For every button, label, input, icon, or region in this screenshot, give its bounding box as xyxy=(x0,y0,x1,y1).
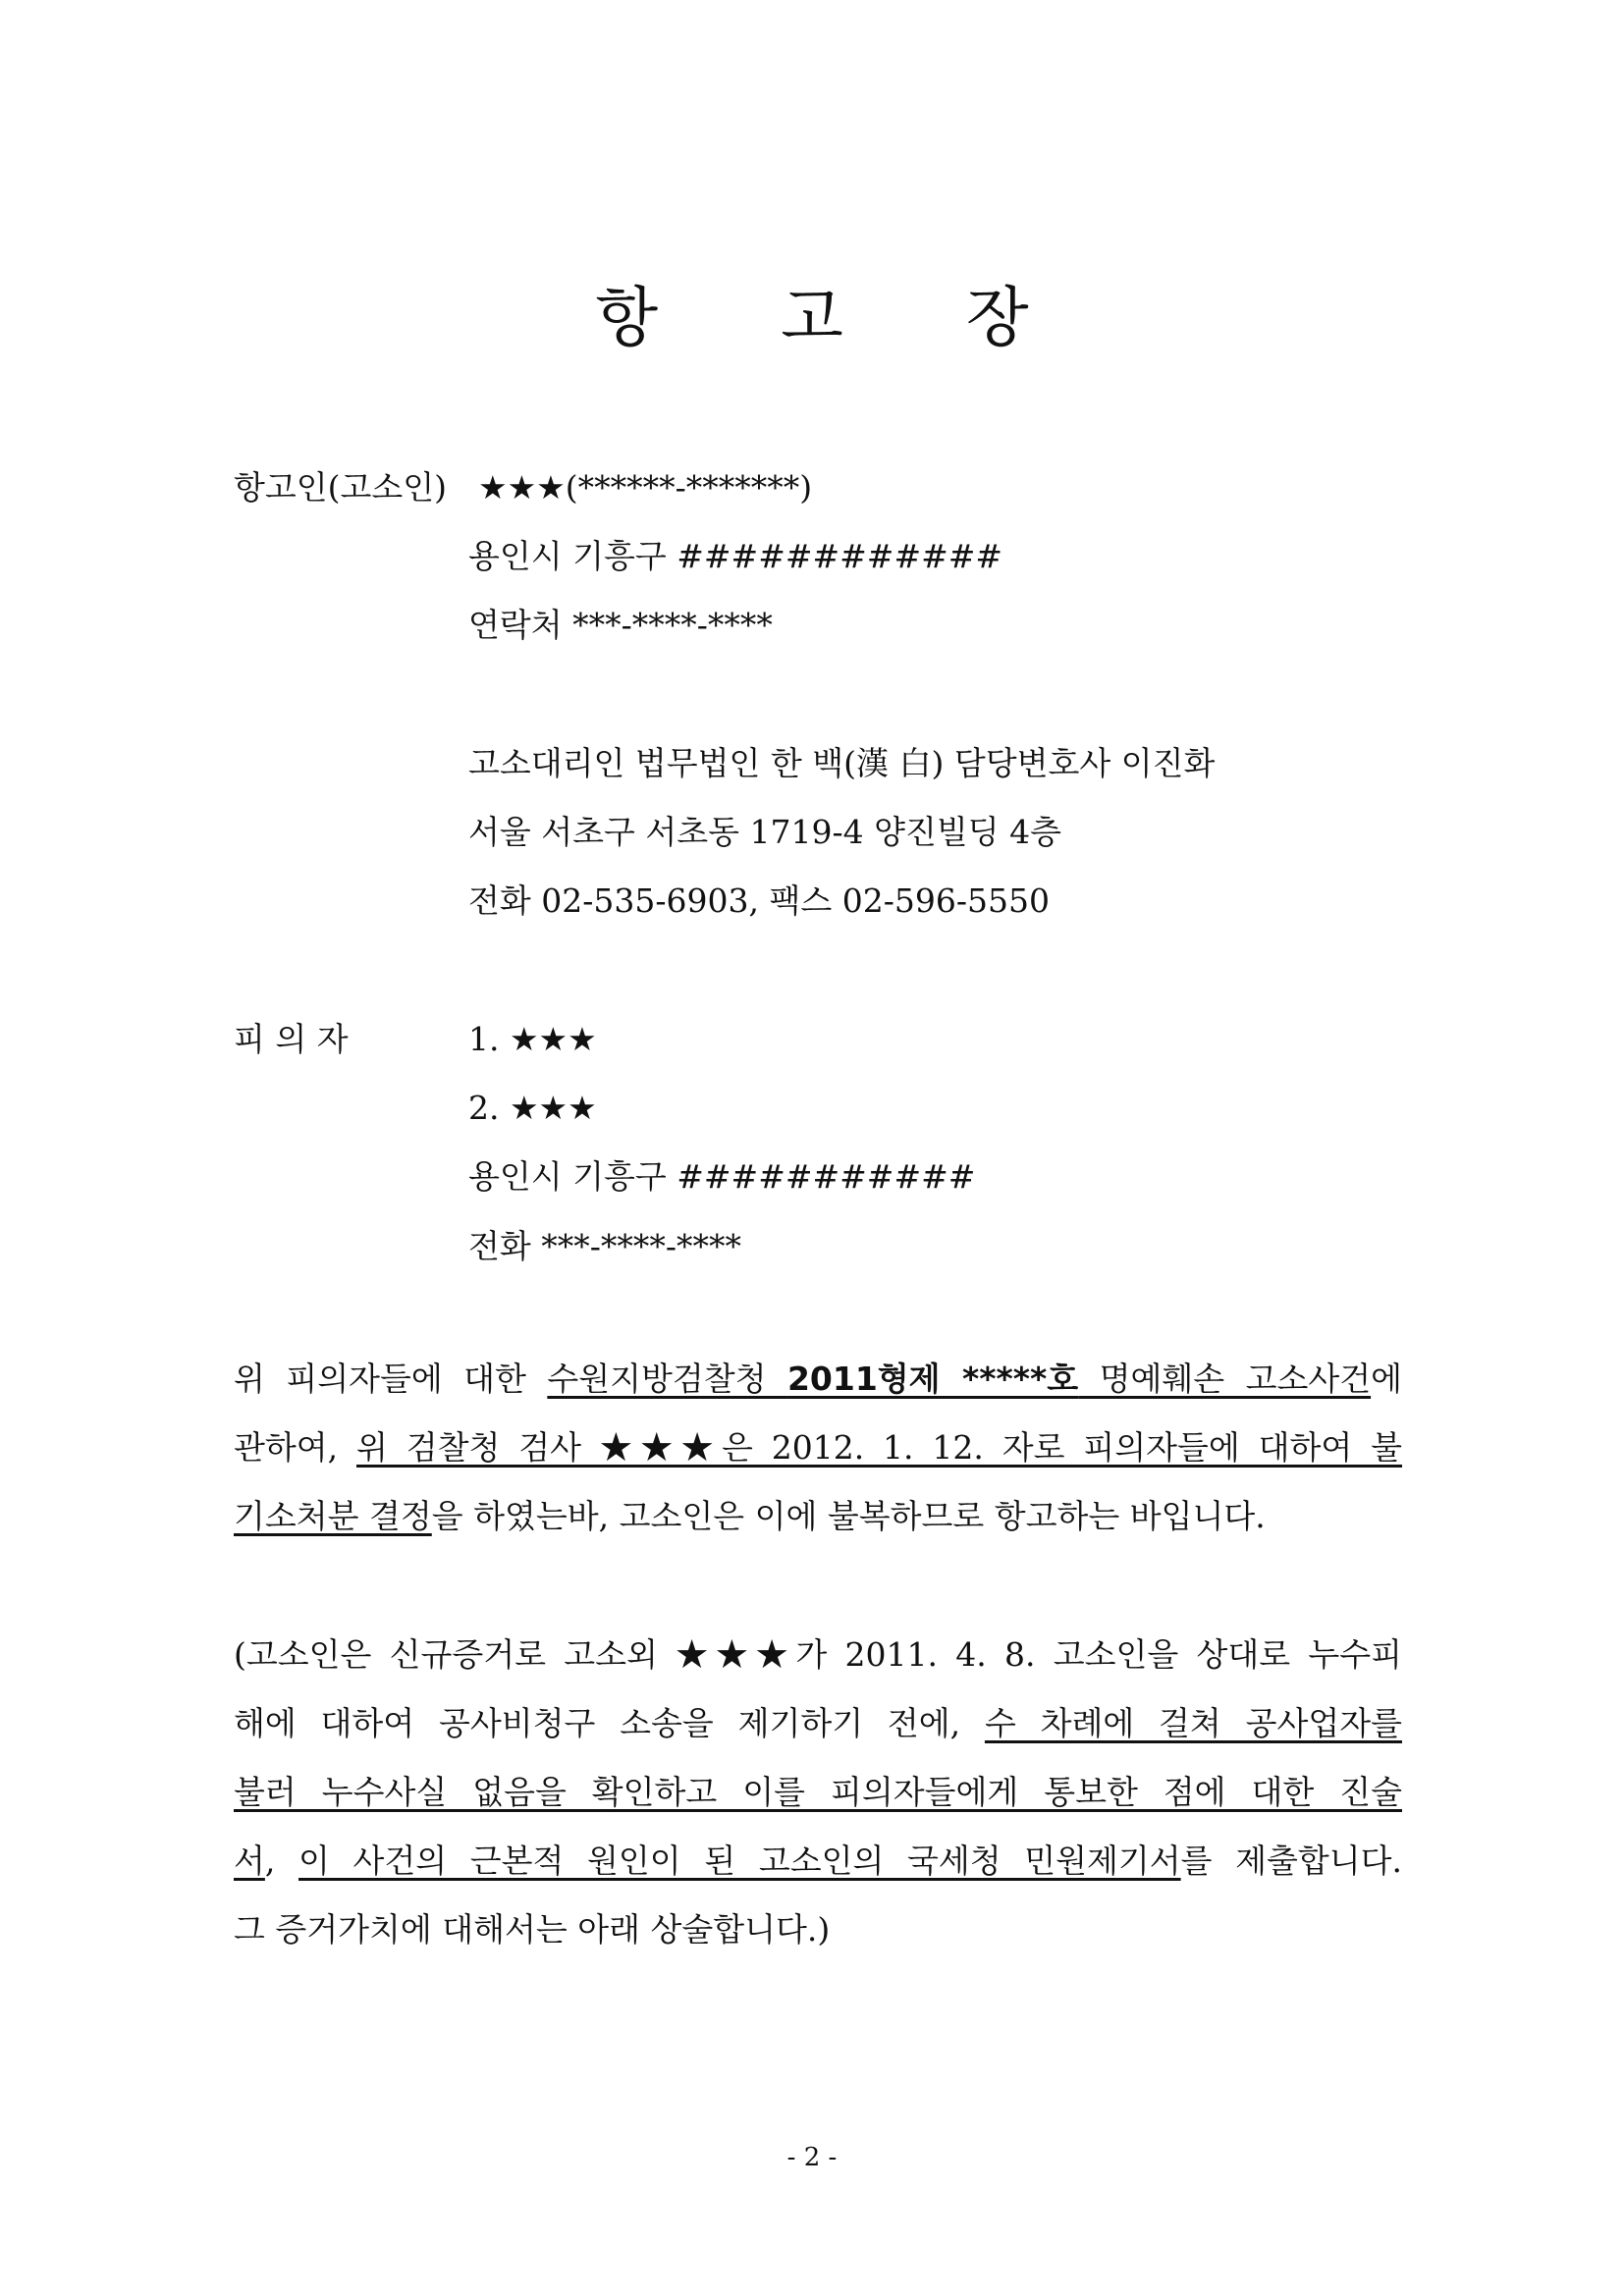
non-indictment-decision: 기소처분 결정 xyxy=(234,1497,432,1535)
paragraph-2-row: (고소인은 신규증거로 고소외 ★★★가 2011. 4. 8. 고소인을 상대로 누수피 xyxy=(234,1635,1402,1674)
suspects-phone: 전화 ***-****-**** xyxy=(468,1227,742,1265)
paragraph-1-row xyxy=(234,1495,1402,1538)
text-span: 해에 대하여 공사비청구 소송을 제기하기 전에, xyxy=(234,1704,985,1742)
appellant-address: 용인시 기흥구 ############ xyxy=(468,537,1003,575)
page-number: - 2 - xyxy=(786,2143,838,2172)
evidence-1: 수 차례에 걸쳐 공사업자를 xyxy=(984,1704,1402,1742)
paragraph-1-row xyxy=(234,1358,1402,1401)
case-name: 명예훼손 고소사건 xyxy=(1078,1360,1372,1398)
paragraph-1-row xyxy=(234,1426,1402,1469)
agent-line-1: 고소대리인 법무법인 한 백(漢 白) 담당변호사 이진화 xyxy=(468,744,1216,782)
paragraph-2-row xyxy=(234,1840,1402,1883)
document-title: 항 고 장 xyxy=(595,280,1080,355)
suspect-item-1: 1. ★★★ xyxy=(468,1020,597,1058)
agent-line-2: 서울 서초구 서초동 1719-4 양진빌딩 4층 xyxy=(468,813,1061,851)
case-number: 2011형제 *****호 xyxy=(786,1360,1079,1398)
text-span: 을 하였는바, 고소인은 이에 불복하므로 항고하는 바입니다. xyxy=(431,1497,1266,1535)
text-span: 를 제출합니다. xyxy=(1180,1842,1403,1880)
evidence-1-end: 서 xyxy=(234,1842,265,1880)
appellant-label: 항고인(고소인) xyxy=(234,468,448,507)
text-span: , xyxy=(264,1842,299,1880)
agent-line-3: 전화 02-535-6903, 팩스 02-596-5550 xyxy=(468,881,1050,920)
appellant-contact: 연락처 ***-****-**** xyxy=(468,606,773,644)
text-span: 관하여, xyxy=(234,1428,356,1467)
appellant-name: ★★★(******-*******) xyxy=(478,468,813,507)
suspects-label: 피 의 자 xyxy=(234,1020,349,1058)
paragraph-2-row: 불러 누수사실 없음을 확인하고 이를 피의자들에게 통보한 점에 대한 진술 xyxy=(234,1773,1402,1811)
prosecutor-decision: 위 검찰청 검사 ★★★은 2012. 1. 12. 자로 피의자들에 대하여 불 xyxy=(356,1428,1403,1467)
paragraph-2-row xyxy=(234,1702,1402,1745)
text-span: 에 xyxy=(1371,1360,1402,1398)
suspect-item-2: 2. ★★★ xyxy=(468,1089,597,1127)
paragraph-2-row: 그 증거가치에 대해서는 아래 상술합니다.) xyxy=(234,1910,831,1949)
prosecutor-office: 수원지방검찰청 xyxy=(547,1360,787,1398)
text-span: 위 피의자들에 대한 xyxy=(234,1360,548,1398)
evidence-2: 이 사건의 근본적 원인이 된 고소인의 국세청 민원제기서 xyxy=(298,1842,1181,1880)
suspects-address: 용인시 기흥구 ########### xyxy=(468,1157,976,1196)
